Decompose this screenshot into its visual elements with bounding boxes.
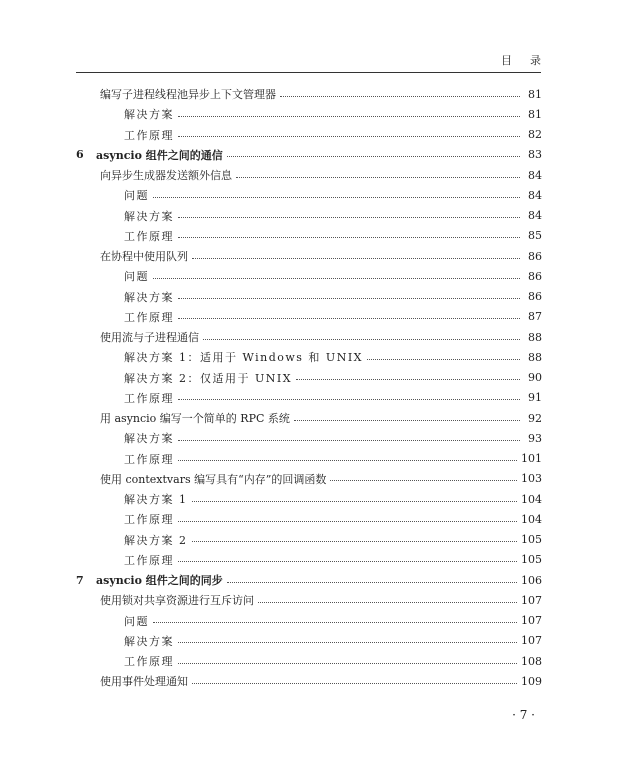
toc-title: 工作原理 (124, 128, 174, 142)
dot-leader (178, 318, 520, 319)
toc-title: 解决方案 1 (124, 493, 188, 507)
toc-page-number: 82 (528, 128, 542, 142)
toc-page-number: 81 (528, 107, 542, 121)
toc-title: 使用流与子进程通信 (100, 331, 199, 345)
dot-leader (192, 683, 517, 684)
toc-title: 使用锁对共享资源进行互斥访问 (100, 594, 254, 608)
toc-entry[interactable] (76, 550, 542, 570)
toc-page-number: 90 (528, 371, 542, 385)
toc-title: 工作原理 (124, 229, 174, 243)
toc-page-number: 88 (528, 330, 542, 344)
toc-page-number: 81 (528, 87, 542, 101)
dot-leader (192, 501, 518, 502)
toc-title: 用 asyncio 编写一个简单的 RPC 系统 (100, 412, 290, 426)
dot-leader (227, 582, 517, 583)
toc-page-number: 105 (521, 533, 542, 547)
toc-entry[interactable] (76, 489, 542, 509)
toc-entry[interactable] (76, 469, 542, 489)
toc-page-number: 103 (521, 472, 542, 486)
dot-leader (153, 622, 517, 623)
dot-leader (330, 480, 517, 481)
toc-page-number: 106 (521, 573, 542, 587)
toc-entry[interactable] (76, 368, 542, 388)
toc-entry[interactable] (76, 347, 542, 367)
toc-title: 解决方案 2：仅适用于 UNIX (124, 371, 293, 385)
toc-title: 解决方案 (124, 290, 174, 304)
toc-entry[interactable] (76, 590, 542, 610)
toc-entry[interactable] (76, 651, 542, 671)
toc-entry[interactable] (76, 611, 542, 631)
toc-entry[interactable] (76, 388, 542, 408)
toc-title: 编写子进程线程池异步上下文管理器 (100, 88, 276, 102)
toc-page-number: 84 (528, 168, 542, 182)
toc-title: 工作原理 (124, 655, 174, 669)
dot-leader (153, 278, 520, 279)
toc-page-number: 107 (521, 634, 542, 648)
toc-page-number: 104 (521, 512, 542, 526)
dot-leader (178, 298, 520, 299)
dot-leader (178, 237, 520, 238)
header-title: 目录 (501, 54, 559, 67)
toc-page-number: 83 (528, 148, 542, 162)
toc-chapter[interactable] (76, 570, 542, 590)
toc-entry[interactable] (76, 671, 542, 691)
dot-leader (192, 258, 520, 259)
toc-page-number: 91 (528, 391, 542, 405)
dot-leader (296, 379, 520, 380)
toc-entry[interactable] (76, 165, 542, 185)
toc-page-number: 84 (528, 188, 542, 202)
toc-entry[interactable] (76, 185, 542, 205)
dot-leader (178, 521, 517, 522)
toc-title: 向异步生成器发送额外信息 (100, 169, 232, 183)
toc-entry[interactable] (76, 327, 542, 347)
dot-leader (236, 177, 520, 178)
toc-page-number: 108 (521, 654, 542, 668)
toc-page-number: 93 (528, 431, 542, 445)
toc-title: 在协程中使用队列 (100, 250, 188, 264)
toc-title: 问题 (124, 189, 149, 203)
toc-entry[interactable] (76, 509, 542, 529)
toc-page-number: 86 (528, 290, 542, 304)
toc-entry[interactable] (76, 307, 542, 327)
toc-title: 解决方案 2 (124, 533, 188, 547)
toc-entry[interactable] (76, 631, 542, 651)
chapter-number: 6 (76, 148, 84, 162)
toc-title: asyncio 组件之间的同步 (96, 574, 223, 588)
toc-page-number: 92 (528, 411, 542, 425)
dot-leader (178, 399, 520, 400)
toc-entry[interactable] (76, 428, 542, 448)
toc-title: 解决方案 (124, 634, 174, 648)
toc-entry[interactable] (76, 104, 542, 124)
toc-entry[interactable] (76, 266, 542, 286)
toc-title: 解决方案 (124, 108, 174, 122)
dot-leader (280, 96, 520, 97)
toc-title: 工作原理 (124, 553, 174, 567)
toc-title: 问题 (124, 270, 149, 284)
toc-entry[interactable] (76, 226, 542, 246)
dot-leader (178, 642, 517, 643)
toc-title: 解决方案 (124, 209, 174, 223)
page-header (76, 52, 559, 73)
toc-entry[interactable] (76, 246, 542, 266)
toc-title: 使用 contextvars 编写具有“内存”的回调函数 (100, 472, 327, 486)
toc-title: 工作原理 (124, 391, 174, 405)
toc-page-number: 86 (528, 249, 542, 263)
dot-leader (178, 460, 517, 461)
toc-page-number: 84 (528, 209, 542, 223)
toc-entry[interactable] (76, 287, 542, 307)
toc-entry[interactable] (76, 84, 542, 104)
toc-page-number: 85 (528, 229, 542, 243)
toc-page-number: 105 (521, 553, 542, 567)
toc-entry[interactable] (76, 125, 542, 145)
dot-leader (227, 156, 520, 157)
toc-page-number: 87 (528, 310, 542, 324)
toc-title: asyncio 组件之间的通信 (96, 148, 223, 162)
dot-leader (294, 420, 520, 421)
chapter-number: 7 (76, 573, 84, 587)
toc-page-number: 86 (528, 269, 542, 283)
toc-title: 解决方案 (124, 432, 174, 446)
dot-leader (192, 541, 518, 542)
page-number: · 7 · (512, 708, 535, 722)
toc-page-number: 101 (521, 452, 542, 466)
toc-page-number: 107 (521, 593, 542, 607)
toc-entry[interactable] (76, 408, 542, 428)
dot-leader (203, 339, 520, 340)
toc-page-number: 109 (521, 674, 542, 688)
toc-page-number: 88 (528, 350, 542, 364)
toc-title: 使用事件处理通知 (100, 675, 188, 689)
toc-title: 问题 (124, 614, 149, 628)
dot-leader (258, 602, 517, 603)
toc-entry[interactable] (76, 449, 542, 469)
toc-page-number: 107 (521, 614, 542, 628)
dot-leader (178, 663, 517, 664)
toc-page-number: 104 (521, 492, 542, 506)
toc-chapter[interactable] (76, 145, 542, 165)
table-of-contents (76, 84, 542, 692)
toc-title: 工作原理 (124, 310, 174, 324)
toc-title: 工作原理 (124, 452, 174, 466)
dot-leader (178, 217, 520, 218)
toc-title: 工作原理 (124, 513, 174, 527)
dot-leader (178, 440, 520, 441)
dot-leader (153, 197, 520, 198)
dot-leader (367, 359, 520, 360)
toc-entry[interactable] (76, 206, 542, 226)
toc-title: 解决方案 1：适用于 Windows 和 UNIX (124, 351, 363, 365)
dot-leader (178, 561, 517, 562)
dot-leader (178, 136, 520, 137)
dot-leader (178, 116, 520, 117)
toc-entry[interactable] (76, 530, 542, 550)
